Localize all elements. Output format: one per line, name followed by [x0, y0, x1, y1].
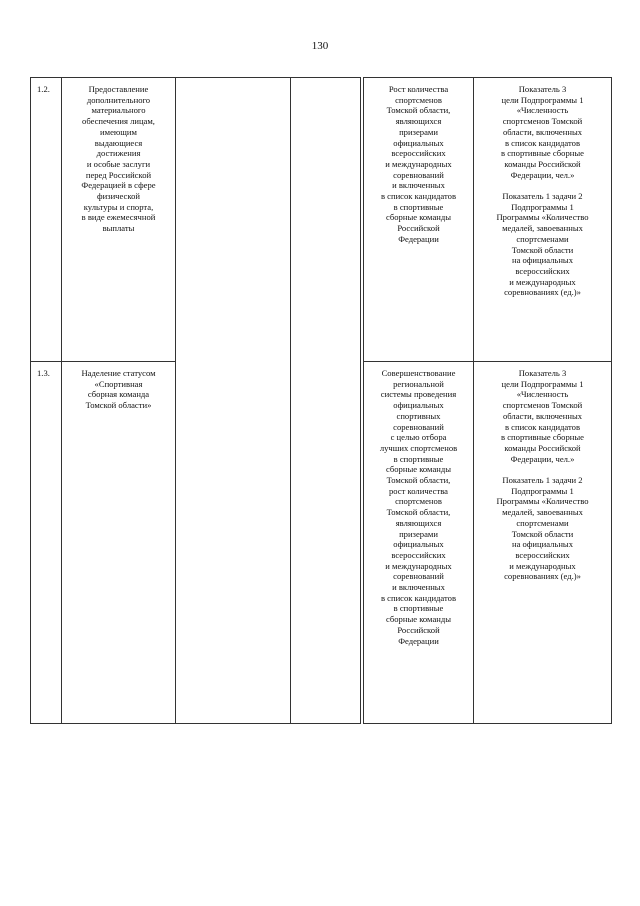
text-line: Федерации, чел.»: [510, 169, 575, 180]
text-line: на официальных: [512, 255, 573, 266]
text-line: выплаты: [102, 223, 135, 234]
text-line: рост количества: [388, 485, 448, 496]
indicator-goal: [476, 84, 609, 180]
text-line: всероссийских: [515, 549, 570, 560]
text-line: дополнительного: [86, 94, 151, 105]
text-line: являющихся: [395, 116, 442, 127]
text-line: Томской области: [511, 244, 574, 255]
text-line: Томской области,: [386, 105, 451, 116]
text-line: соревнованиях (ед.)»: [504, 287, 581, 298]
text-line: в список кандидатов: [380, 592, 457, 603]
empty-cell: [291, 78, 361, 724]
table-row: [31, 78, 612, 362]
text-line: спортсменов: [395, 496, 442, 507]
text-line: Томской области,: [386, 475, 451, 486]
measure-name: [64, 84, 173, 234]
text-line: Совершенствование: [381, 368, 456, 378]
text-line: выдающиеся: [94, 137, 143, 148]
text-line: в спортивные: [393, 453, 444, 464]
text-line: соревнованиях (ед.)»: [504, 571, 581, 582]
text-line: сборные команды: [385, 212, 452, 223]
text-line: и международных: [385, 158, 452, 169]
text-line: Рост количества: [388, 84, 449, 94]
text-line: Российской: [397, 624, 440, 635]
text-line: материального: [91, 105, 146, 116]
text-line: спортсменами: [516, 233, 569, 244]
text-line: Подпрограммы 1: [511, 201, 574, 212]
text-line: и международных: [509, 276, 576, 287]
text-line: Томской области»: [85, 400, 152, 411]
text-line: Федерации: [398, 635, 439, 646]
text-line: Федерации, чел.»: [510, 453, 575, 464]
text-line: официальных: [393, 137, 444, 148]
text-line: с целью отбора: [390, 432, 447, 443]
text-line: соревнований: [393, 571, 444, 582]
measures-table: [30, 77, 612, 724]
text-line: в виде ежемесячной: [81, 212, 156, 223]
text-line: всероссийских: [391, 549, 446, 560]
text-line: Федерацией в сфере: [81, 180, 156, 191]
text-line: физической: [97, 191, 140, 202]
row-number: 1.3.: [31, 362, 62, 724]
text-line: спортсменами: [516, 517, 569, 528]
text-line: официальных: [393, 539, 444, 550]
text-line: сборные команды: [385, 614, 452, 625]
expected-result-cell: [364, 78, 474, 362]
text-line: Предоставление: [88, 84, 149, 94]
text-line: Наделение статусом: [81, 368, 156, 378]
text-line: области, включенных: [502, 410, 583, 421]
text-line: Российской: [397, 223, 440, 234]
text-line: Показатель 1 задачи 2: [502, 191, 583, 202]
text-line: «Численность: [516, 389, 569, 400]
text-line: спортсменов Томской: [502, 116, 583, 127]
text-line: «Численность: [516, 105, 569, 116]
text-line: призерами: [399, 126, 438, 137]
expected-result: [366, 368, 471, 646]
text-line: «Спортивная: [94, 378, 143, 389]
text-line: в список кандидатов: [504, 421, 581, 432]
measure-name: [64, 368, 173, 411]
text-line: медалей, завоеванных: [502, 223, 583, 234]
text-line: лучших спортсменов: [379, 442, 458, 453]
text-line: Федерации: [398, 233, 439, 244]
text-line: области, включенных: [502, 126, 583, 137]
text-line: в список кандидатов: [380, 191, 457, 202]
text-line: соревнований: [393, 169, 444, 180]
text-line: в спортивные: [393, 201, 444, 212]
text-line: имеющим: [100, 126, 137, 137]
text-line: обеспечения лицам,: [82, 116, 155, 127]
text-line: в список кандидатов: [504, 137, 581, 148]
expected-result: [366, 84, 471, 245]
page-number: 130: [311, 40, 329, 52]
text-line: сборные команды: [385, 464, 452, 475]
text-line: официальных: [393, 400, 444, 411]
text-line: Томской области,: [386, 507, 451, 518]
text-line: Показатель 3: [518, 368, 567, 378]
text-line: всероссийских: [391, 148, 446, 159]
text-line: и включенных: [392, 582, 445, 593]
empty-cell: [176, 78, 291, 724]
text-line: призерами: [399, 528, 438, 539]
text-line: и включенных: [392, 180, 445, 191]
text-line: в спортивные: [393, 603, 444, 614]
row-number: 1.2.: [31, 78, 62, 362]
text-line: системы проведения: [380, 389, 457, 400]
text-line: сборная команда: [87, 389, 150, 400]
text-line: достижения: [96, 148, 141, 159]
text-line: всероссийских: [515, 265, 570, 276]
text-line: цели Подпрограммы 1: [501, 378, 584, 389]
text-line: команды Российской: [504, 442, 581, 453]
measure-name-cell: [62, 362, 176, 724]
text-line: спортивных: [396, 410, 441, 421]
text-line: спортсменов Томской: [502, 400, 583, 411]
text-line: являющихся: [395, 517, 442, 528]
text-line: и особые заслуги: [86, 158, 151, 169]
text-line: цели Подпрограммы 1: [501, 94, 584, 105]
text-line: в спортивные сборные: [501, 148, 584, 159]
text-line: Программы «Количество: [496, 496, 589, 507]
text-line: и международных: [385, 560, 452, 571]
text-line: медалей, завоеванных: [502, 507, 583, 518]
text-line: культуры и спорта,: [83, 201, 154, 212]
text-line: Показатель 1 задачи 2: [502, 475, 583, 486]
text-line: команды Российской: [504, 158, 581, 169]
measure-name-cell: [62, 78, 176, 362]
text-line: и международных: [509, 560, 576, 571]
expected-result-cell: [364, 362, 474, 724]
indicator-task: [476, 475, 609, 582]
text-line: спортсменов: [395, 94, 442, 105]
text-line: на официальных: [512, 539, 573, 550]
indicator-cell: [474, 78, 612, 362]
text-line: Показатель 3: [518, 84, 567, 94]
text-line: Программы «Количество: [496, 212, 589, 223]
indicator-goal: [476, 368, 609, 464]
indicator-task: [476, 191, 609, 298]
text-line: региональной: [393, 378, 444, 389]
text-line: Томской области: [511, 528, 574, 539]
indicator-cell: [474, 362, 612, 724]
text-line: в спортивные сборные: [501, 432, 584, 443]
text-line: перед Российской: [85, 169, 152, 180]
text-line: Подпрограммы 1: [511, 485, 574, 496]
text-line: соревнований: [393, 421, 444, 432]
